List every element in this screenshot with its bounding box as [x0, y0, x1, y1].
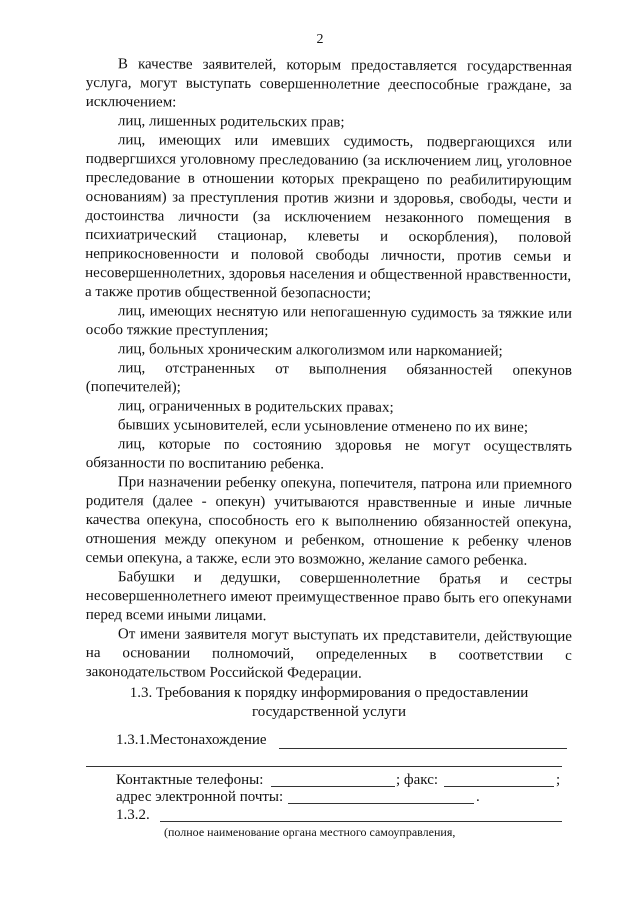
item-1-3-2-label: 1.3.2.	[116, 807, 150, 823]
paragraph-applicants: В качестве заявителей, которым предоставляется государственная услуга, могут выступать совершеннолетние дееспособные граждане, за исключением:	[85, 56, 572, 111]
location-label: 1.3.1.Местонахождение	[116, 732, 267, 748]
page-number: 2	[316, 32, 324, 47]
email-label: адрес электронной почты:	[116, 789, 284, 805]
phones-label: Контактные телефоны:	[116, 772, 264, 788]
fax-blank-line[interactable]	[444, 786, 554, 787]
paragraph-representatives: От имени заявителя могут выступать их представители, действующие на основании полномочий, определенных в соответствии с законодательством Российской Федерации.	[85, 626, 572, 682]
paragraph-relatives-priority: Бабушки и дедушки, совершеннолетние братья и сестры несовершеннолетнего имеют преимущественное право быть его опекунами перед всеми иными лицами.	[85, 569, 572, 625]
location-blank-line-2[interactable]	[86, 766, 562, 767]
paragraph-exclusion-8: лиц, которые по состоянию здоровья не могут осуществлять обязанности по воспитанию ребенка.	[85, 436, 572, 473]
phones-blank-line[interactable]	[271, 786, 395, 787]
paragraph-exclusion-2: лиц, имеющих или имевших судимость, подвергающихся или подвергшихся уголовному преследованию (за исключением лиц, уголовное преследование в отношении которых прекращено по реабилитирующим основаниям) за преступления против жизни и здоровья, свободы, чести и достоинства личности (за исключением незаконного помещения в психиатрический стационар, клеветы и оскорбления), половой неприкосновенности и половой свободы личности, против семьи и несовершеннолетних, здоровья населения и общественной нравственности, а также против общественной безопасности;	[84, 132, 572, 302]
fax-label: ; факс:	[396, 772, 439, 788]
paragraph-exclusion-6: лиц, ограниченных в родительских правах;	[117, 398, 394, 416]
paragraph-exclusion-7: бывших усыновителей, если усыновление отменено по их вине;	[117, 417, 529, 436]
paragraph-exclusion-4: лиц, больных хроническим алкоголизмом или наркоманией;	[117, 341, 503, 360]
document-body	[86, 55, 572, 682]
paragraph-exclusion-5: лиц, отстраненных от выполнения обязанностей опекунов (попечителей);	[85, 360, 572, 396]
fax-end: ;	[556, 772, 561, 788]
paragraph-exclusion-3: лиц, имеющих неснятую или непогашенную судимость за тяжкие или особо тяжкие преступления;	[85, 303, 572, 340]
section-heading-line2: государственной услуги	[252, 704, 406, 720]
section-heading-line1: 1.3. Требования к порядку информирования о предоставлении	[129, 685, 529, 701]
paragraph-guardian-qualities: При назначении ребенку опекуна, попечителя, патрона или приемного родителя (далее - опекун) учитываются нравственные и иные личные качества опекуна, способность его к выполнению обязанностей опекуна, отношения между опекуном и ребенком, отношение к ребенку членов семьи опекуна, а также, если это возможно, желание самого ребенка.	[85, 474, 572, 569]
authority-name-blank-line[interactable]	[160, 821, 562, 822]
paragraph-exclusion-1: лиц, лишенных родительских прав;	[117, 113, 345, 131]
authority-name-caption: (полное наименование органа местного самоуправления,	[164, 825, 456, 839]
location-blank-line[interactable]	[279, 748, 567, 749]
section-heading	[86, 684, 572, 722]
email-blank-line[interactable]	[288, 803, 474, 804]
email-end: .	[476, 789, 480, 805]
